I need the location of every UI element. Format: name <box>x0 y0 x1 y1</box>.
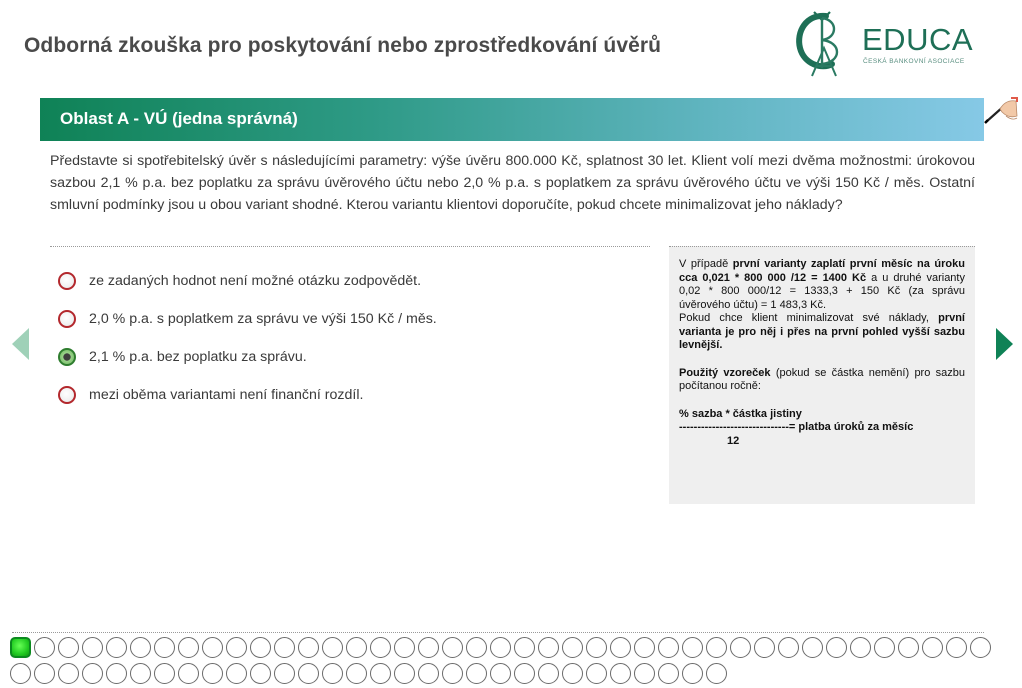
chevron-left-icon[interactable] <box>10 326 30 362</box>
question-dot[interactable] <box>298 663 319 684</box>
question-dot[interactable] <box>154 663 175 684</box>
question-dot[interactable] <box>394 637 415 658</box>
answer-label: mezi oběma variantami není finanční rozdíl. <box>89 387 364 403</box>
logo-brand: EDUCA <box>862 22 974 57</box>
explanation-paragraph-3 <box>679 367 965 394</box>
question-dot[interactable] <box>826 637 847 658</box>
question-dot[interactable] <box>82 637 103 658</box>
question-dot[interactable] <box>34 663 55 684</box>
question-dot[interactable] <box>730 637 751 658</box>
question-dot[interactable] <box>466 637 487 658</box>
question-dot[interactable] <box>538 637 559 658</box>
question-dot[interactable] <box>610 637 631 658</box>
question-dot[interactable] <box>586 637 607 658</box>
question-dot[interactable] <box>250 663 271 684</box>
explanation-panel <box>669 246 975 504</box>
question-dot[interactable] <box>682 637 703 658</box>
chevron-right-icon[interactable] <box>994 326 1014 362</box>
explanation-paragraph-1 <box>679 258 965 312</box>
answer-label: 2,0 % p.a. s poplatkem za správu ve výši 150 Kč / měs. <box>89 311 437 327</box>
question-dot[interactable] <box>226 663 247 684</box>
question-dot[interactable] <box>970 637 991 658</box>
question-dot[interactable] <box>274 637 295 658</box>
radio-button[interactable] <box>58 272 76 290</box>
question-dot[interactable] <box>490 663 511 684</box>
page-title: Odborná zkouška pro poskytování nebo zprostředkování úvěrů <box>24 34 662 57</box>
question-dot[interactable] <box>370 637 391 658</box>
question-dot[interactable] <box>466 663 487 684</box>
question-dot[interactable] <box>370 663 391 684</box>
section-title: Oblast A - VÚ (jedna správná) <box>60 109 298 128</box>
question-dot[interactable] <box>442 663 463 684</box>
question-dot[interactable] <box>154 637 175 658</box>
question-dot-current[interactable] <box>10 637 31 658</box>
question-dot[interactable] <box>394 663 415 684</box>
formula-denominator: 12 <box>727 434 740 447</box>
question-dot[interactable] <box>130 663 151 684</box>
explanation-emphasis: první varianta je pro něj i přes na první pohled vyšší sazbu levnější. <box>679 312 965 351</box>
question-dot[interactable] <box>490 637 511 658</box>
progress-divider <box>12 632 984 633</box>
question-dot[interactable] <box>658 637 679 658</box>
answer-label: 2,1 % p.a. bez poplatku za správu. <box>89 349 307 365</box>
explanation-text: V případě <box>679 258 733 270</box>
question-progress <box>10 637 1010 684</box>
question-dot[interactable] <box>946 637 967 658</box>
question-dot[interactable] <box>178 637 199 658</box>
question-dot[interactable] <box>34 637 55 658</box>
answer-option-3[interactable] <box>58 338 658 376</box>
explanation-text: Pokud chce klient minimalizovat své náklady, <box>679 312 939 324</box>
formula <box>679 408 965 449</box>
question-dot[interactable] <box>778 637 799 658</box>
answer-option-1[interactable] <box>58 262 658 300</box>
question-dot[interactable] <box>514 637 535 658</box>
cba-monogram-icon <box>792 8 862 78</box>
question-dot[interactable] <box>562 637 583 658</box>
question-dot[interactable] <box>202 663 223 684</box>
question-dot[interactable] <box>706 663 727 684</box>
answer-label: ze zadaných hodnot není možné otázku zodpovědět. <box>89 273 422 289</box>
question-dot[interactable] <box>58 637 79 658</box>
question-dot[interactable] <box>178 663 199 684</box>
question-dot[interactable] <box>754 637 775 658</box>
radio-button[interactable] <box>58 386 76 404</box>
question-dot[interactable] <box>586 663 607 684</box>
explanation-paragraph-2 <box>679 312 965 353</box>
question-divider <box>50 246 650 247</box>
explanation-emphasis: první varianty zaplatí první měsíc na úroku cca 0,021 * 800 000 /12 = 1400 Kč <box>679 258 965 284</box>
answer-option-2[interactable] <box>58 300 658 338</box>
question-dot[interactable] <box>610 663 631 684</box>
question-dot[interactable] <box>106 637 127 658</box>
question-dot[interactable] <box>346 637 367 658</box>
educa-logo <box>792 8 972 78</box>
radio-button-selected[interactable] <box>58 348 76 366</box>
question-dot[interactable] <box>634 637 655 658</box>
logo-subtitle: ČESKÁ BANKOVNÍ ASOCIACE <box>863 58 965 65</box>
question-dot[interactable] <box>250 637 271 658</box>
question-dot[interactable] <box>682 663 703 684</box>
question-dot[interactable] <box>922 637 943 658</box>
question-dot[interactable] <box>82 663 103 684</box>
question-dot[interactable] <box>130 637 151 658</box>
question-dot[interactable] <box>322 637 343 658</box>
question-dot[interactable] <box>106 663 127 684</box>
question-text: Představte si spotřebitelský úvěr s následujícími parametry: výše úvěru 800.000 Kč, splatnost 30 let. Klient volí mezi dvěma možnostmi: úrokovou sazbou 2,1 % p.a. bez poplatku za správu úvěrového účtu nebo 2,0 % p.a. s poplatkem za správu úvěrového účtu ve výši 150 Kč / měs. Ostatní smluvní podmínky jsou u obou variant shodné. Kterou variantu klientovi doporučíte, pokud chcete minimalizovat jeho náklady? <box>50 153 975 213</box>
explanation-text: a u druhé varianty 0,02 * 800 000/12 = 1333,3 + 150 Kč (za správu úvěrového účtu) = 1 483,3 Kč. <box>679 271 965 311</box>
question-dot[interactable] <box>202 637 223 658</box>
explanation-text: (pokud se částka nemění) pro sazbu počítanou ročně: <box>679 366 965 392</box>
formula-result: = platba úroků za měsíc <box>788 421 914 433</box>
question-dot[interactable] <box>562 663 583 684</box>
question-dot[interactable] <box>874 637 895 658</box>
answer-list <box>58 262 658 414</box>
formula-fraction-line: ------------------------------ <box>679 421 789 433</box>
explanation-emphasis: Použitý vzoreček <box>679 366 771 379</box>
question-dot[interactable] <box>418 637 439 658</box>
question-dot[interactable] <box>898 637 919 658</box>
formula-numerator: % sazba * částka jistiny <box>679 407 802 420</box>
question-dot[interactable] <box>658 663 679 684</box>
question-dot[interactable] <box>538 663 559 684</box>
question-dot[interactable] <box>298 637 319 658</box>
question-dot[interactable] <box>274 663 295 684</box>
question-dot[interactable] <box>10 663 31 684</box>
question-dot[interactable] <box>418 663 439 684</box>
answer-option-4[interactable] <box>58 376 658 414</box>
question-dot[interactable] <box>514 663 535 684</box>
question-dot[interactable] <box>850 637 871 658</box>
question-dot[interactable] <box>634 663 655 684</box>
radio-button[interactable] <box>58 310 76 328</box>
question-dot[interactable] <box>802 637 823 658</box>
question-dot[interactable] <box>322 663 343 684</box>
question-dot[interactable] <box>706 637 727 658</box>
question-dot[interactable] <box>442 637 463 658</box>
question-dot[interactable] <box>346 663 367 684</box>
pen-hand-icon <box>984 96 1018 126</box>
section-header-bar <box>40 98 984 141</box>
question-dot[interactable] <box>58 663 79 684</box>
question-dot[interactable] <box>226 637 247 658</box>
